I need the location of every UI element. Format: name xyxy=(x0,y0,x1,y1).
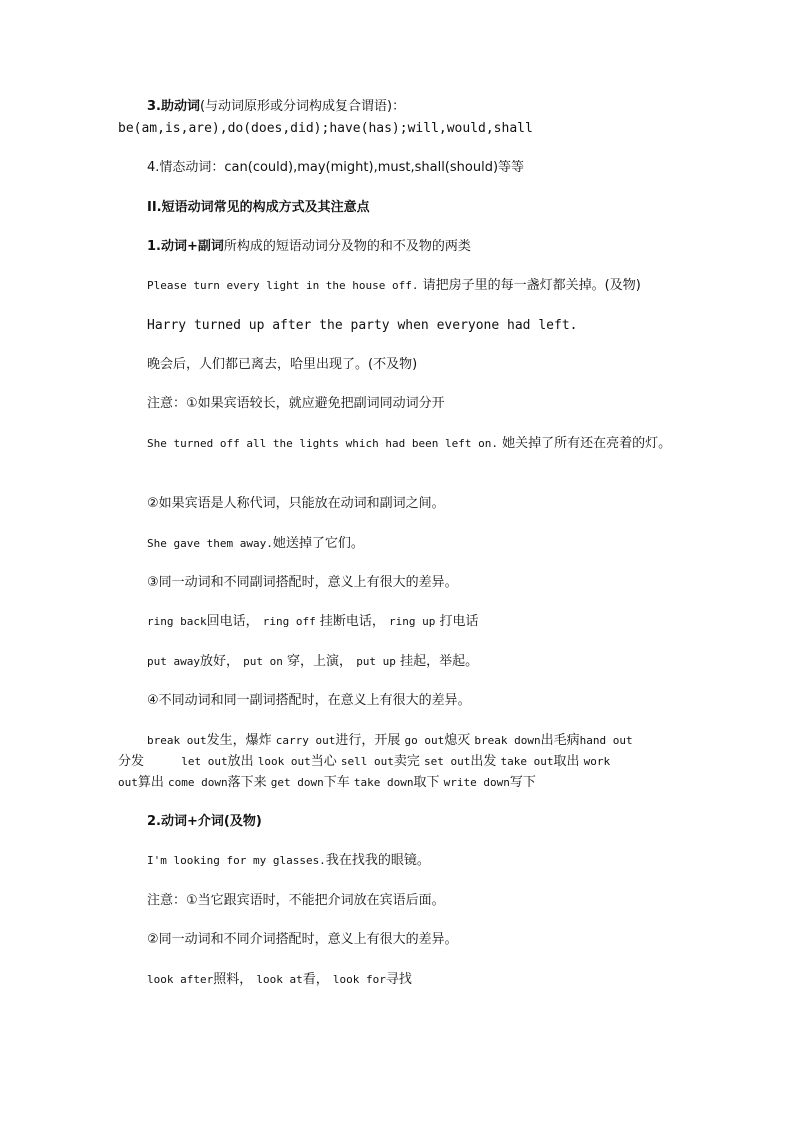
phrase-en: let out xyxy=(181,755,228,768)
phrase-en: break down xyxy=(474,734,541,747)
note-1: 注意：①如果宾语较长，就应避免把副词同动词分开 xyxy=(147,396,445,411)
phrase-en: out xyxy=(118,776,138,789)
phrase-en: break out xyxy=(147,734,207,747)
phrase-cn: 取下 xyxy=(413,775,444,790)
example-5-en: I'm looking for my glasses. xyxy=(147,854,326,867)
auxiliary-list: be(am,is,are),do(does,did);have(has);will,would,shall xyxy=(118,121,533,136)
example-1-cn: 请把房子里的每一盏灯都关掉。(及物) xyxy=(422,278,641,293)
phrase-cn: 写下 xyxy=(509,775,536,790)
phrase-en: put up xyxy=(356,655,396,668)
put-phrases xyxy=(147,652,694,672)
phrase-cn: 出发 xyxy=(470,754,501,769)
example-3-en: She turned off all the lights which had been left on. xyxy=(147,437,498,450)
phrase-cn: 挂起，举起。 xyxy=(400,654,479,669)
phrase-cn: 回电话， xyxy=(206,614,259,629)
note-5: 注意：①当它跟宾语时，不能把介词放在宾语后面。 xyxy=(147,893,445,908)
phrase-en: set out xyxy=(423,755,471,768)
phrase-cn: 发生，爆炸 xyxy=(206,733,276,748)
section-1-heading xyxy=(147,237,694,257)
look-phrases xyxy=(147,970,694,990)
phrase-en: look out xyxy=(257,755,311,768)
phrase-cn: 放好， xyxy=(199,654,239,669)
phrase-cn: 卖完 xyxy=(393,754,420,769)
phrase-cn: 熄灭 xyxy=(444,733,475,748)
phrase-en: get down xyxy=(270,776,324,789)
phrase-en: go out xyxy=(404,734,445,747)
section-1-desc: 所构成的短语动词分及物的和不及物的两类 xyxy=(223,239,471,254)
phrase-en: take out xyxy=(500,755,554,768)
phrase-en: take down xyxy=(353,776,414,789)
heading-auxiliary: 3.助动词 xyxy=(147,99,200,114)
phrase-en: carry out xyxy=(275,734,336,747)
phrase-cn: 出毛病 xyxy=(540,733,580,748)
phrase-cn: 算出 xyxy=(137,775,169,790)
note-6: ②同一动词和不同介词搭配时，意义上有很大的差异。 xyxy=(147,932,458,947)
phrase-en: come down xyxy=(168,776,228,789)
phrase-en: look for xyxy=(332,973,386,986)
example-4-en: She gave them away. xyxy=(147,537,273,550)
break-phrases-line-2 xyxy=(118,752,694,772)
phrase-en: ring back xyxy=(147,615,207,628)
phrase-cn: 挂断电话， xyxy=(319,614,385,629)
section-2-title: 2.动词+介词(及物) xyxy=(147,814,262,829)
example-4 xyxy=(147,534,694,554)
example-3-cn: 她关掉了所有还在亮着的灯。 xyxy=(502,436,672,451)
phrase-en: sell out xyxy=(340,755,394,768)
phrase-en: put away xyxy=(147,655,200,668)
phrase-en: work xyxy=(583,755,611,768)
example-4-cn: 她送掉了它们。 xyxy=(272,536,364,551)
example-1-en: Please turn every light in the house off. xyxy=(147,279,419,292)
phrase-cn: 落下来 xyxy=(227,775,267,790)
modal-verbs-line xyxy=(147,158,694,178)
phrase-cn: 照料， xyxy=(213,972,253,987)
phrase-en: look at xyxy=(256,973,303,986)
break-phrases-line-1 xyxy=(147,731,694,751)
phrase-cn: 放出 xyxy=(227,754,258,769)
note-4: ④不同动词和同一副词搭配时，在意义上有很大的差异。 xyxy=(147,693,471,708)
note-2: ②如果宾语是人称代词，只能放在动词和副词之间。 xyxy=(147,496,445,511)
example-5 xyxy=(147,851,694,871)
section-heading-ii: II.短语动词常见的构成方式及其注意点 xyxy=(147,200,370,215)
phrase-cn: 寻找 xyxy=(385,972,412,987)
phrase-cn: 穿，上演， xyxy=(287,654,353,669)
example-1 xyxy=(147,276,694,296)
note-3: ③同一动词和不同副词搭配时，意义上有很大的差异。 xyxy=(147,575,458,590)
phrase-en: look after xyxy=(147,973,214,986)
paragraph-auxiliary-verbs xyxy=(147,97,694,117)
phrase-en: hand out xyxy=(579,734,633,747)
break-phrases-line-3 xyxy=(118,773,694,793)
phrase-cn: 当心 xyxy=(310,754,341,769)
phrase-en: ring up xyxy=(389,615,436,628)
phrase-cn: 看， xyxy=(302,972,329,987)
section-1-title: 1.动词+副词 xyxy=(147,239,224,254)
phrase-en: put on xyxy=(243,655,283,668)
phrase-cn: 下车 xyxy=(323,775,354,790)
ring-phrases xyxy=(147,612,694,632)
phrase-en: write down xyxy=(443,776,510,789)
phrase-cn: 取出 xyxy=(553,754,584,769)
example-2-en: Harry turned up after the party when everyone had left. xyxy=(147,318,578,333)
example-5-cn: 我在找我的眼镜。 xyxy=(325,853,430,868)
modal-verbs-text: 4.情态动词：can(could),may(might),must,shall(should)等等 xyxy=(147,160,525,175)
phrase-cn: 打电话 xyxy=(439,614,479,629)
example-3 xyxy=(118,434,690,454)
phrase-en: ring off xyxy=(262,615,316,628)
phrase-cn: 进行，开展 xyxy=(335,733,405,748)
auxiliary-desc: (与动词原形或分词构成复合谓语)： xyxy=(199,99,406,114)
example-2-cn: 晚会后，人们都已离去，哈里出现了。(不及物) xyxy=(147,357,418,372)
phrase-cn: 分发 xyxy=(118,754,145,769)
